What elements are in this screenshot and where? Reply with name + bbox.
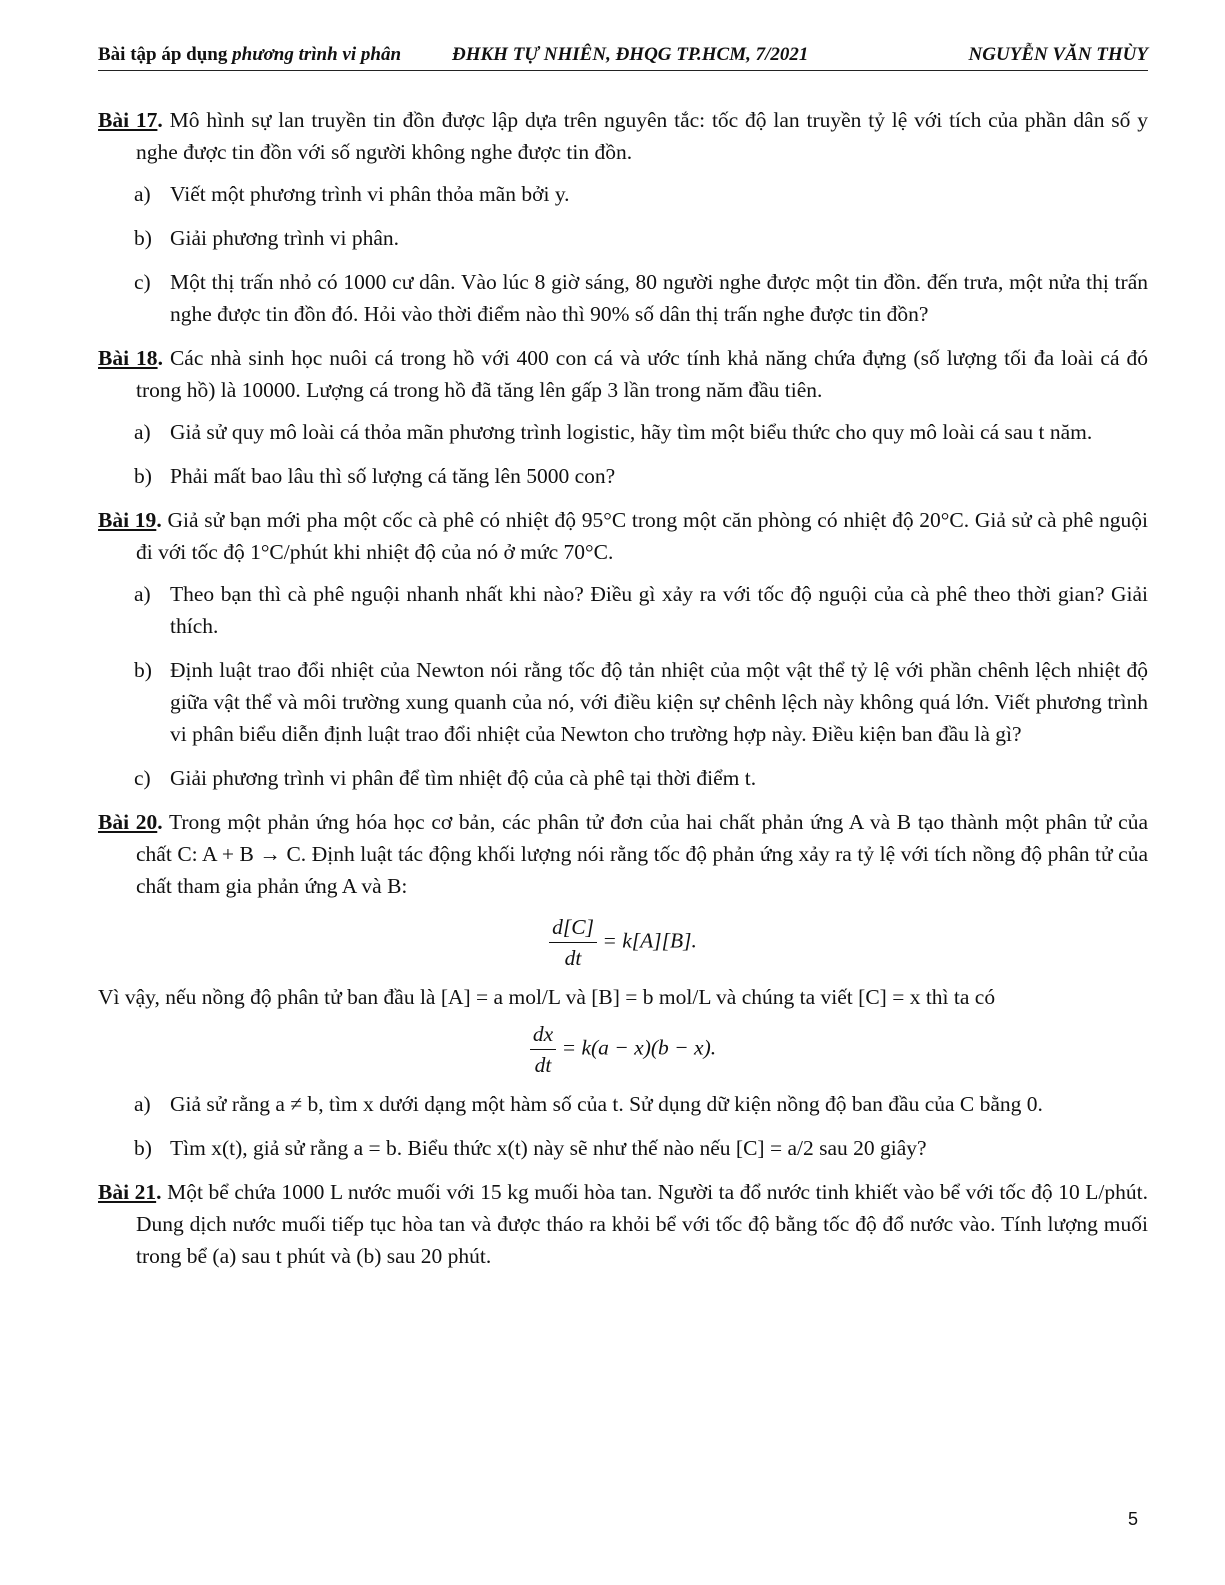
equation-differential xyxy=(98,1019,1148,1080)
item-marker: b) xyxy=(134,1136,152,1160)
exercise-label: Bài 21 xyxy=(98,1180,157,1204)
list-item xyxy=(98,762,1148,794)
item-marker: b) xyxy=(134,464,152,488)
header-title-italic: phương trình vi phân xyxy=(232,44,402,65)
item-marker: c) xyxy=(134,270,151,294)
exercise-text: Trong một phản ứng hóa học cơ bản, các phân tử đơn của hai chất phản ứng A và B tạo thành một phân tử của chất C: A + B → C. Định luật tác động khối lượng nói rằng tốc độ phản ứng xảy ra tỷ lệ với tích nồng độ phân tử của chất tham gia phản ứng A và B: xyxy=(136,810,1148,898)
list-item xyxy=(98,266,1148,330)
exercise-label: Bài 18 xyxy=(98,346,158,370)
list-item xyxy=(98,578,1148,642)
item-marker: a) xyxy=(134,582,151,606)
exercise-label: Bài 17 xyxy=(98,108,158,132)
header-title-normal: Bài tập áp dụng xyxy=(98,44,228,65)
exercise-label: Bài 20 xyxy=(98,810,158,834)
item-text: Giải phương trình vi phân để tìm nhiệt độ của cà phê tại thời điểm t. xyxy=(170,766,757,790)
item-text: Tìm x(t), giả sử rằng a = b. Biểu thức x(t) này sẽ như thế nào nếu [C] = a/2 sau 20 giây? xyxy=(170,1136,927,1160)
fraction-denominator: dt xyxy=(534,1053,552,1077)
fraction-denominator: dt xyxy=(564,946,582,970)
item-marker: b) xyxy=(134,658,152,682)
item-marker: c) xyxy=(134,766,151,790)
page-content xyxy=(98,104,1148,1282)
equation-rate-law xyxy=(98,912,1148,973)
equation-fraction xyxy=(549,912,597,973)
item-text: Giả sử quy mô loài cá thỏa mãn phương trình logistic, hãy tìm một biểu thức cho quy mô loài cá sau t năm. xyxy=(170,420,1093,444)
exercise-text: Một bể chứa 1000 L nước muối với 15 kg muối hòa tan. Người ta đổ nước tinh khiết vào bể với tốc độ 10 L/phút. Dung dịch nước muối tiếp tục hòa tan và được tháo ra khỏi bể với tốc độ bằng tốc độ đổ nước vào. Tính lượng muối trong bể (a) sau t phút và (b) sau 20 phút. xyxy=(136,1180,1148,1268)
header-course-title xyxy=(98,44,401,66)
item-marker: a) xyxy=(134,1092,151,1116)
item-text: Viết một phương trình vi phân thỏa mãn bởi y. xyxy=(170,182,570,206)
list-item xyxy=(98,222,1148,254)
exercise-19: Bài 19. Giả sử bạn mới pha một cốc cà phê có nhiệt độ 95°C trong một căn phòng có nhiệt độ 20°C. Giả sử cà phê nguội đi với tốc độ 1°C/phút khi nhiệt độ của nó ở mức 70°C. xyxy=(98,508,1148,564)
equation-rhs: = k(a − x)(b − x). xyxy=(561,1035,717,1060)
item-text: Phải mất bao lâu thì số lượng cá tăng lên 5000 con? xyxy=(170,464,616,488)
equation-fraction xyxy=(530,1019,556,1080)
list-item xyxy=(98,416,1148,448)
page-number: 5 xyxy=(1128,1509,1139,1529)
list-item xyxy=(98,1132,1148,1164)
item-marker: b) xyxy=(134,226,152,250)
equation-rhs: = k[A][B]. xyxy=(602,928,697,953)
item-text: Giả sử rằng a ≠ b, tìm x dưới dạng một hàm số của t. Sử dụng dữ kiện nồng độ ban đầu của C bằng 0. xyxy=(170,1092,1043,1116)
item-text: Định luật trao đổi nhiệt của Newton nói rằng tốc độ tản nhiệt của một vật thể tỷ lệ với phần chênh lệch nhiệt độ giữa vật thể và môi trường xung quanh của nó, với điều kiện sự chênh lệch này không quá lớn. Viết phương trình vi phân biểu diễn định luật trao đổi nhiệt của Newton cho trường hợp này. Điều kiện ban đầu là gì? xyxy=(170,658,1148,746)
exercise-18: Bài 18. Các nhà sinh học nuôi cá trong hồ với 400 con cá và ước tính khả năng chứa đựng (số lượng tối đa loài cá đó trong hồ) là 10000. Lượng cá trong hồ đã tăng lên gấp 3 lần trong năm đầu tiên. xyxy=(98,346,1148,402)
item-marker: a) xyxy=(134,420,151,444)
page-header xyxy=(98,40,1148,71)
list-item xyxy=(98,178,1148,210)
exercise-text: Giả sử bạn mới pha một cốc cà phê có nhiệt độ 95°C trong một căn phòng có nhiệt độ 20°C. Giả sử cà phê nguội đi với tốc độ 1°C/phút khi nhiệt độ của nó ở mức 70°C. xyxy=(136,508,1148,564)
paragraph: Vì vậy, nếu nồng độ phân tử ban đầu là [A] = a mol/L và [B] = b mol/L và chúng ta viết [C] = x thì ta có xyxy=(98,985,996,1009)
fraction-numerator: d[C] xyxy=(549,912,597,943)
header-author: NGUYỄN VĂN THÙY xyxy=(968,44,1148,65)
exercise-text: Mô hình sự lan truyền tin đồn được lập dựa trên nguyên tắc: tốc độ lan truyền tỷ lệ với tích của phần dân số y nghe được tin đồn với số người không nghe được tin đồn. xyxy=(136,108,1149,164)
exercise-17: Bài 17. Mô hình sự lan truyền tin đồn được lập dựa trên nguyên tắc: tốc độ lan truyền tỷ lệ với tích của phần dân số y nghe được tin đồn với số người không nghe được tin đồn. xyxy=(98,108,1149,164)
header-institution: ĐHKH TỰ NHIÊN, ĐHQG TP.HCM, 7/2021 xyxy=(452,44,809,65)
exercise-20: Bài 20. Trong một phản ứng hóa học cơ bản, các phân tử đơn của hai chất phản ứng A và B tạo thành một phân tử của chất C: A + B → C. Định luật tác động khối lượng nói rằng tốc độ phản ứng xảy ra tỷ lệ với tích nồng độ phân tử của chất tham gia phản ứng A và B: xyxy=(98,810,1148,898)
item-text: Một thị trấn nhỏ có 1000 cư dân. Vào lúc 8 giờ sáng, 80 người nghe được một tin đồn. đến trưa, một nửa thị trấn nghe được tin đồn đó. Hỏi vào thời điểm nào thì 90% số dân thị trấn nghe được tin đồn? xyxy=(170,270,1148,326)
exercise-21: Bài 21. Một bể chứa 1000 L nước muối với 15 kg muối hòa tan. Người ta đổ nước tinh khiết vào bể với tốc độ 10 L/phút. Dung dịch nước muối tiếp tục hòa tan và được tháo ra khỏi bể với tốc độ bằng tốc độ đổ nước vào. Tính lượng muối trong bể (a) sau t phút và (b) sau 20 phút. xyxy=(98,1180,1148,1268)
list-item xyxy=(98,460,1148,492)
list-item xyxy=(98,1088,1148,1120)
item-marker: a) xyxy=(134,182,151,206)
exercise-text: Các nhà sinh học nuôi cá trong hồ với 400 con cá và ước tính khả năng chứa đựng (số lượng tối đa loài cá đó trong hồ) là 10000. Lượng cá trong hồ đã tăng lên gấp 3 lần trong năm đầu tiên. xyxy=(136,346,1148,402)
item-text: Theo bạn thì cà phê nguội nhanh nhất khi nào? Điều gì xảy ra với tốc độ nguội của cà phê theo thời gian? Giải thích. xyxy=(170,582,1148,638)
item-text: Giải phương trình vi phân. xyxy=(170,226,400,250)
exercise-label: Bài 19 xyxy=(98,508,157,532)
fraction-numerator: dx xyxy=(530,1019,556,1050)
list-item xyxy=(98,654,1148,750)
